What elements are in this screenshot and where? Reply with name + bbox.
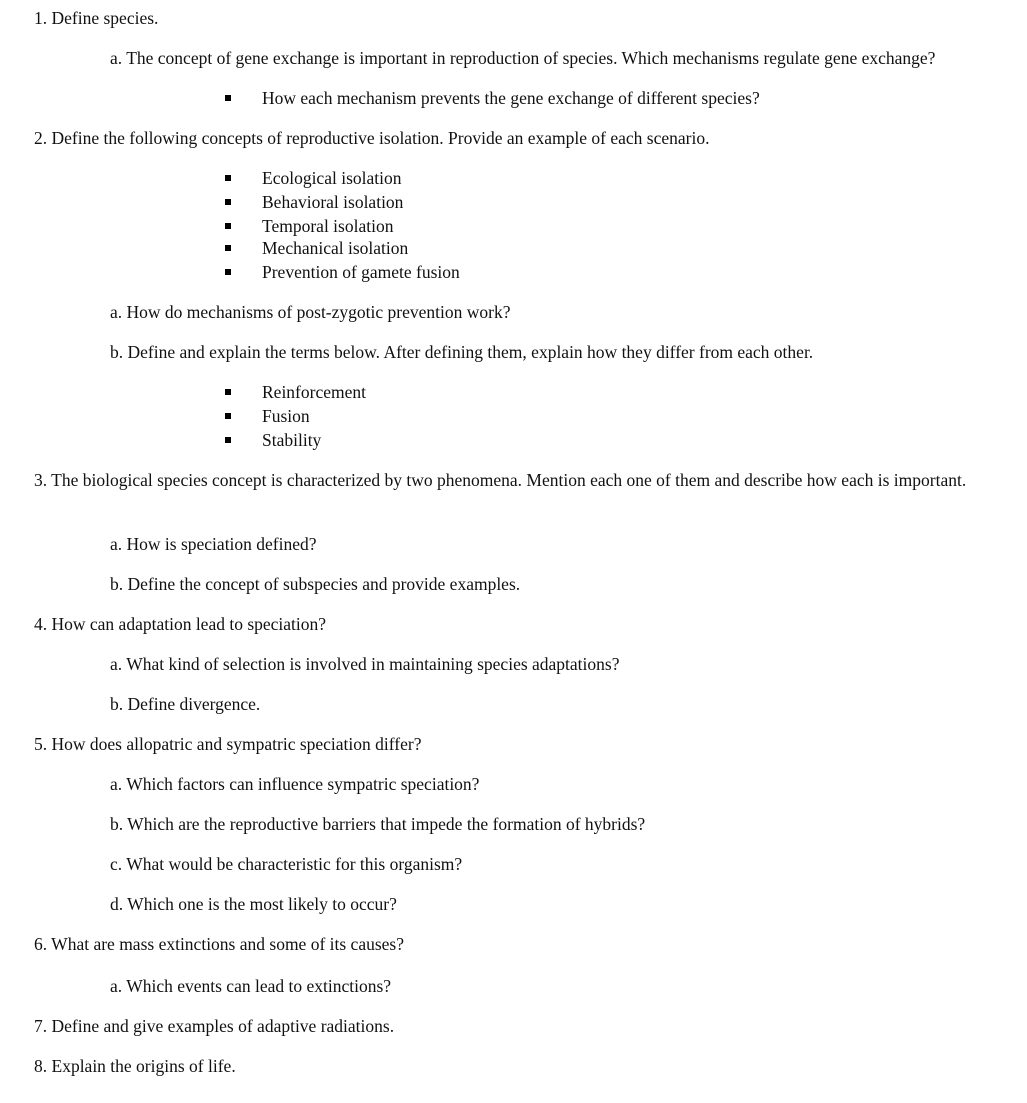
bullet-marker xyxy=(225,269,231,275)
question-2-bullet-3: Temporal isolation xyxy=(262,216,394,236)
bullet-marker xyxy=(225,199,231,205)
bullet-marker xyxy=(225,413,231,419)
question-8: 8. Explain the origins of life. xyxy=(34,1056,236,1076)
question-6: 6. What are mass extinctions and some of its causes? xyxy=(34,934,404,954)
question-3a: a. How is speciation defined? xyxy=(110,534,317,554)
question-2-bullet-2: Behavioral isolation xyxy=(262,192,404,212)
question-2-bullet-4: Mechanical isolation xyxy=(262,238,409,258)
bullet-marker xyxy=(225,437,231,443)
question-1: 1. Define species. xyxy=(34,8,159,28)
question-1a: a. The concept of gene exchange is important in reproduction of species. Which mechanisms regulate gene exchange? xyxy=(110,48,936,68)
question-4b: b. Define divergence. xyxy=(110,694,261,714)
bullet-marker xyxy=(225,389,231,395)
question-2: 2. Define the following concepts of reproductive isolation. Provide an example of each scenario. xyxy=(34,128,710,148)
question-3: 3. The biological species concept is characterized by two phenomena. Mention each one of them and describe how each is important. xyxy=(34,470,967,490)
question-2-bullet-1: Ecological isolation xyxy=(262,168,402,188)
question-2a: a. How do mechanisms of post-zygotic prevention work? xyxy=(110,302,511,322)
question-2b: b. Define and explain the terms below. After defining them, explain how they differ from each other. xyxy=(110,342,814,362)
bullet-marker xyxy=(225,245,231,251)
bullet-marker xyxy=(225,175,231,181)
question-2b-bullet-2: Fusion xyxy=(262,406,310,426)
question-5b: b. Which are the reproductive barriers that impede the formation of hybrids? xyxy=(110,814,646,834)
question-2b-bullet-1: Reinforcement xyxy=(262,382,366,402)
question-5: 5. How does allopatric and sympatric speciation differ? xyxy=(34,734,422,754)
bullet-marker xyxy=(225,95,231,101)
question-3b: b. Define the concept of subspecies and provide examples. xyxy=(110,574,521,594)
question-2b-bullet-3: Stability xyxy=(262,430,322,450)
question-1-bullet-1: How each mechanism prevents the gene exchange of different species? xyxy=(262,88,760,108)
question-5a: a. Which factors can influence sympatric speciation? xyxy=(110,774,480,794)
question-7: 7. Define and give examples of adaptive radiations. xyxy=(34,1016,395,1036)
question-4a: a. What kind of selection is involved in maintaining species adaptations? xyxy=(110,654,620,674)
question-4: 4. How can adaptation lead to speciation? xyxy=(34,614,327,634)
question-6a: a. Which events can lead to extinctions? xyxy=(110,976,392,996)
bullet-marker xyxy=(225,223,231,229)
question-2-bullet-5: Prevention of gamete fusion xyxy=(262,262,460,282)
question-5c: c. What would be characteristic for this organism? xyxy=(110,854,463,874)
question-5d: d. Which one is the most likely to occur? xyxy=(110,894,397,914)
